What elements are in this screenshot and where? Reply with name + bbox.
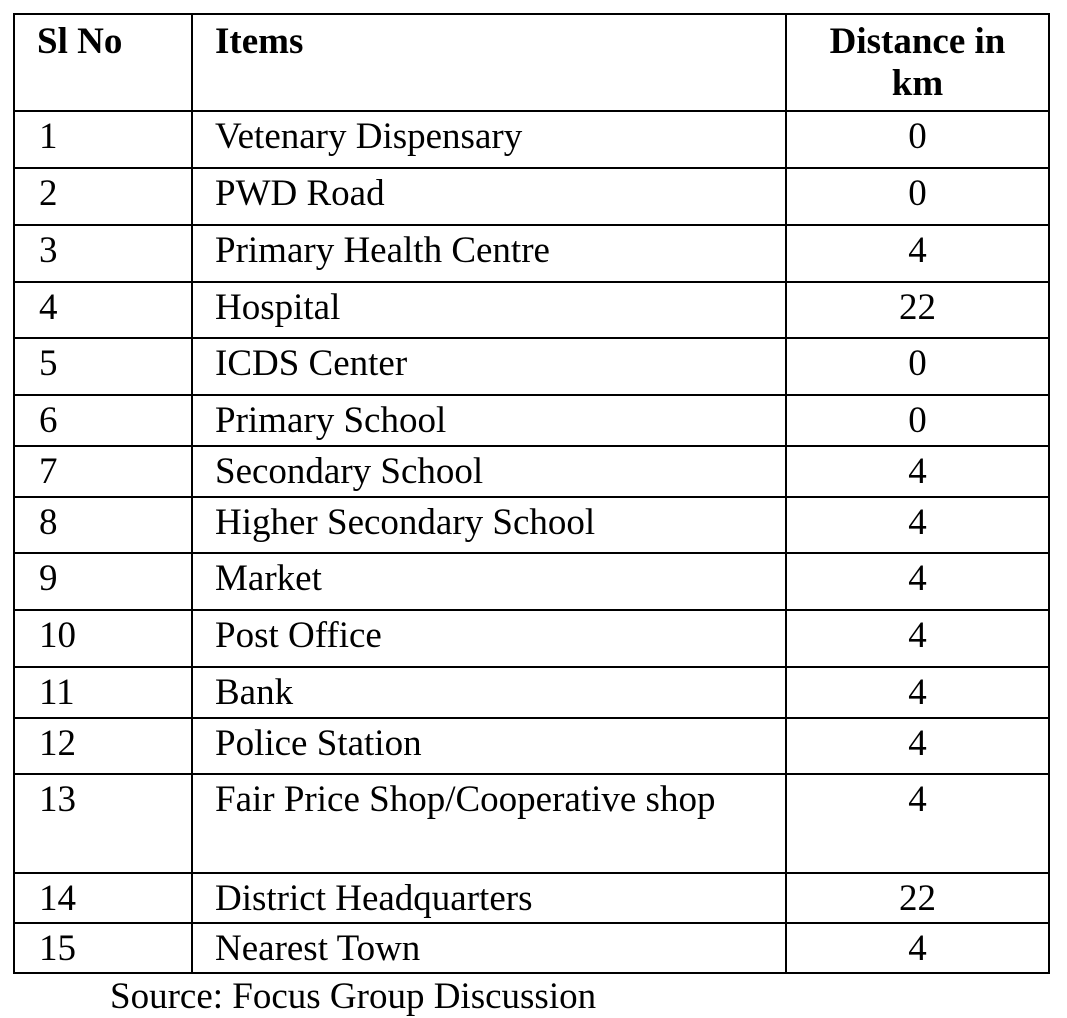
cell-sl-no: 15 [14, 923, 192, 973]
cell-sl-no: 7 [14, 446, 192, 497]
header-distance [786, 14, 1049, 111]
table-row [14, 111, 1049, 168]
cell-item: Post Office [192, 610, 786, 667]
cell-item: Bank [192, 667, 786, 718]
cell-sl-no: 6 [14, 395, 192, 446]
cell-distance: 4 [786, 774, 1049, 873]
cell-distance: 4 [786, 225, 1049, 282]
cell-item: Secondary School [192, 446, 786, 497]
cell-item: Higher Secondary School [192, 497, 786, 553]
cell-item: Hospital [192, 282, 786, 338]
cell-sl-no: 4 [14, 282, 192, 338]
table-row [14, 225, 1049, 282]
cell-sl-no: 12 [14, 718, 192, 774]
table-row [14, 168, 1049, 225]
cell-sl-no: 8 [14, 497, 192, 553]
distance-table [13, 13, 1050, 974]
table-source-caption: Source: Focus Group Discussion [110, 976, 597, 1017]
table-row [14, 667, 1049, 718]
table-row [14, 282, 1049, 338]
cell-distance: 0 [786, 111, 1049, 168]
cell-sl-no: 10 [14, 610, 192, 667]
cell-distance: 4 [786, 446, 1049, 497]
cell-item: ICDS Center [192, 338, 786, 395]
table-row [14, 774, 1049, 873]
cell-item: Primary Health Centre [192, 225, 786, 282]
table-row [14, 610, 1049, 667]
header-distance-line2: km [891, 63, 944, 104]
cell-item: PWD Road [192, 168, 786, 225]
table-row [14, 553, 1049, 610]
cell-item: Market [192, 553, 786, 610]
table-row [14, 446, 1049, 497]
cell-distance: 4 [786, 610, 1049, 667]
cell-sl-no: 3 [14, 225, 192, 282]
table-row [14, 395, 1049, 446]
header-distance-line1: Distance in [829, 21, 1006, 62]
cell-item: Nearest Town [192, 923, 786, 973]
table-header-row [14, 14, 1049, 111]
cell-sl-no: 9 [14, 553, 192, 610]
cell-sl-no: 14 [14, 873, 192, 923]
table-row [14, 497, 1049, 553]
cell-sl-no: 13 [14, 774, 192, 873]
cell-item: Fair Price Shop/Cooperative shop [192, 774, 786, 873]
cell-item: District Headquarters [192, 873, 786, 923]
cell-sl-no: 11 [14, 667, 192, 718]
cell-distance: 4 [786, 718, 1049, 774]
cell-distance: 0 [786, 395, 1049, 446]
cell-item: Police Station [192, 718, 786, 774]
cell-distance: 22 [786, 873, 1049, 923]
table-row [14, 923, 1049, 973]
table-row [14, 338, 1049, 395]
cell-distance: 0 [786, 168, 1049, 225]
cell-distance: 22 [786, 282, 1049, 338]
cell-distance: 4 [786, 667, 1049, 718]
cell-distance: 4 [786, 553, 1049, 610]
table-row [14, 873, 1049, 923]
cell-sl-no: 5 [14, 338, 192, 395]
cell-sl-no: 1 [14, 111, 192, 168]
header-items: Items [192, 14, 786, 111]
cell-sl-no: 2 [14, 168, 192, 225]
table-row [14, 718, 1049, 774]
cell-distance: 0 [786, 338, 1049, 395]
cell-item: Vetenary Dispensary [192, 111, 786, 168]
cell-item: Primary School [192, 395, 786, 446]
cell-distance: 4 [786, 497, 1049, 553]
cell-distance: 4 [786, 923, 1049, 973]
header-sl-no: Sl No [14, 14, 192, 111]
